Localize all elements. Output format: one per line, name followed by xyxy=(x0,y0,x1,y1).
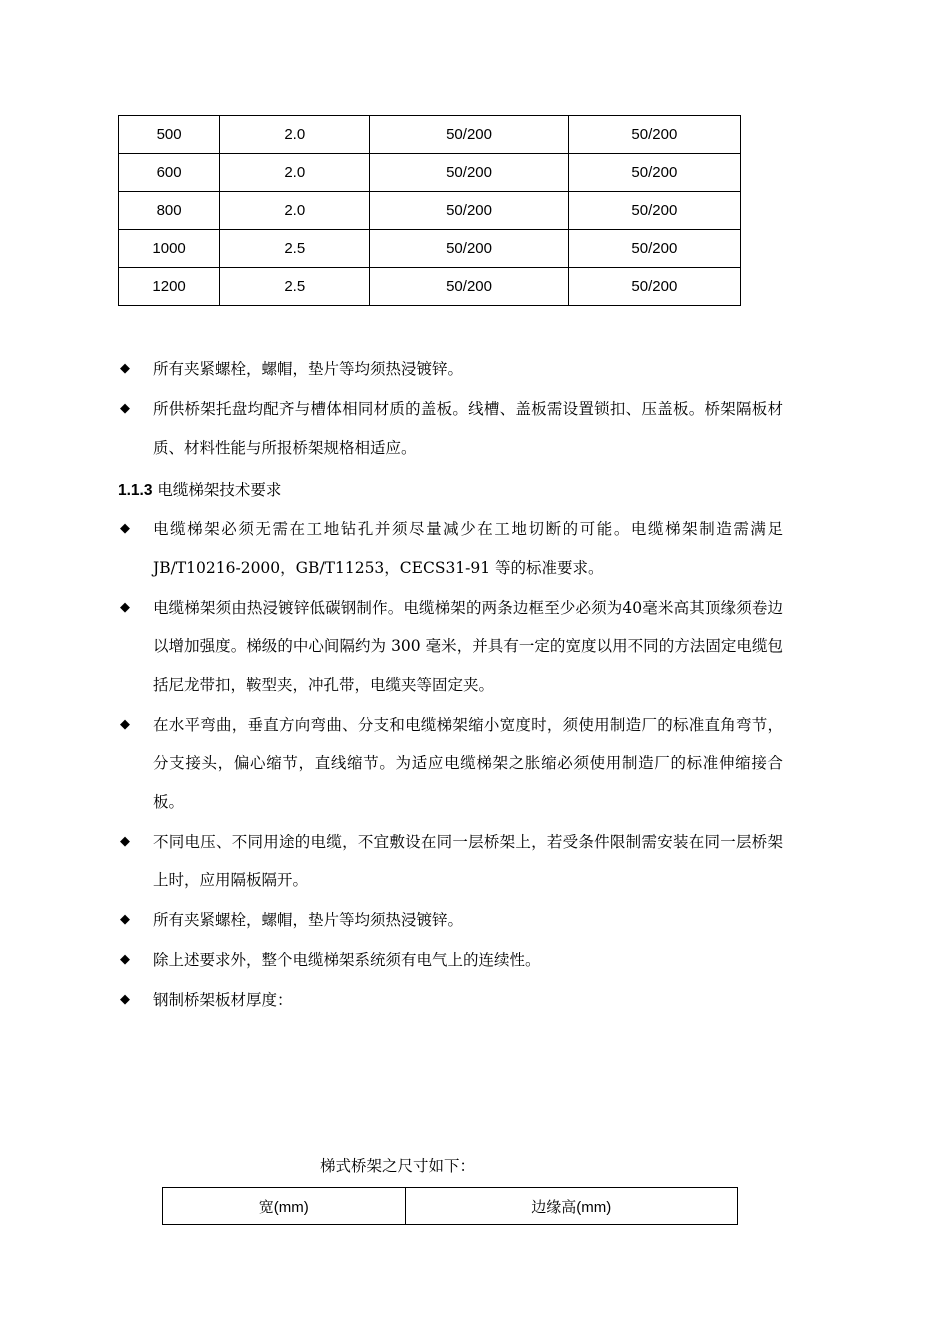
list-item xyxy=(118,350,783,389)
spec-table-body xyxy=(119,116,741,306)
list-item-text: 在水平弯曲，垂直方向弯曲、分支和电缆梯架缩小宽度时，须使用制造厂的标准直角弯节，分支接头，偏心缩节，直线缩节。为适应电缆梯架之胀缩必须使用制造厂的标准伸缩接合板。 xyxy=(153,715,783,811)
table-cell: 50/200 xyxy=(370,154,568,192)
list-item xyxy=(118,706,783,822)
section-number: 1.1.3 xyxy=(118,482,153,499)
table-cell: 600 xyxy=(119,154,220,192)
diamond-bullet-icon: ◆ xyxy=(120,521,130,536)
list-item-text: 所有夹紧螺栓，螺帽，垫片等均须热浸镀锌。 xyxy=(153,911,464,929)
section-heading xyxy=(118,478,281,503)
header-edge-height: 边缘高(mm) xyxy=(405,1188,737,1225)
bullet-list-clamps xyxy=(118,350,783,469)
diamond-bullet-icon: ◆ xyxy=(120,992,130,1007)
table-row xyxy=(119,154,741,192)
table-cell: 2.0 xyxy=(220,192,370,230)
diamond-bullet-icon: ◆ xyxy=(120,599,130,615)
bullet-list-ladder-requirements xyxy=(118,510,783,1021)
diamond-bullet-icon: ◆ xyxy=(120,952,130,967)
table-cell: 50/200 xyxy=(370,230,568,268)
table-cell: 50/200 xyxy=(568,154,740,192)
table-cell: 50/200 xyxy=(370,192,568,230)
table-cell: 800 xyxy=(119,192,220,230)
list-item xyxy=(118,941,783,980)
list-item-text: 不同电压、不同用途的电缆，不宜敷设在同一层桥架上，若受条件限制需安装在同一层桥架上时，应用隔板隔开。 xyxy=(153,832,783,889)
table-cell: 2.0 xyxy=(220,154,370,192)
table-cell: 1000 xyxy=(119,230,220,268)
table-cell: 50/200 xyxy=(370,268,568,306)
list-item-text: 所有夹紧螺栓，螺帽，垫片等均须热浸镀锌。 xyxy=(153,360,464,378)
section-title: 电缆梯架技术要求 xyxy=(157,481,282,499)
table-cell: 50/200 xyxy=(568,192,740,230)
list-item xyxy=(118,390,783,467)
ladder-table-caption: 梯式桥架之尺寸如下： xyxy=(320,1157,476,1175)
table-cell: 2.5 xyxy=(220,268,370,306)
diamond-bullet-icon: ◆ xyxy=(120,401,130,416)
diamond-bullet-icon: ◆ xyxy=(120,833,130,849)
header-width: 宽(mm) xyxy=(163,1188,406,1225)
list-item xyxy=(118,823,783,900)
diamond-bullet-icon: ◆ xyxy=(120,361,130,376)
table-row xyxy=(119,268,741,306)
list-item xyxy=(118,589,783,705)
table-cell: 50/200 xyxy=(568,230,740,268)
list-item-text: 所供桥架托盘均配齐与槽体相同材质的盖板。线槽、盖板需设置锁扣、压盖板。桥架隔板材质、材料性能与所报桥架规格相适应。 xyxy=(153,400,783,457)
table-cell: 50/200 xyxy=(568,116,740,154)
table-cell: 50/200 xyxy=(568,268,740,306)
table-row xyxy=(119,116,741,154)
table-cell: 1200 xyxy=(119,268,220,306)
diamond-bullet-icon: ◆ xyxy=(120,912,130,927)
list-item-text: 电缆梯架须由热浸镀锌低碳钢制作。电缆梯架的两条边框至少必须为40毫米高其顶缘须卷边以增加强度。梯级的中心间隔约为 300 毫米，并具有一定的宽度以用不同的方法固定电缆包括尼龙带扣，鞍型夹，冲孔带，电缆夹等固定夹。 xyxy=(153,598,783,694)
diamond-bullet-icon: ◆ xyxy=(120,716,130,732)
ladder-table-header-row xyxy=(163,1188,738,1225)
table-cell: 2.0 xyxy=(220,116,370,154)
list-item-text: 钢制桥架板材厚度： xyxy=(153,991,293,1009)
table-cell: 2.5 xyxy=(220,230,370,268)
table-cell: 500 xyxy=(119,116,220,154)
spec-table xyxy=(118,115,741,306)
list-item xyxy=(118,981,783,1020)
list-item-text: 除上述要求外，整个电缆梯架系统须有电气上的连续性。 xyxy=(153,951,541,969)
table-row xyxy=(119,192,741,230)
list-item xyxy=(118,901,783,940)
table-row xyxy=(119,230,741,268)
list-item xyxy=(118,510,783,587)
list-item-text: 电缆梯架必须无需在工地钻孔并须尽量减少在工地切断的可能。电缆梯架制造需满足JB/T10216-2000，GB/T11253，CECS31-91 等的标准要求。 xyxy=(153,520,783,577)
ladder-size-table xyxy=(162,1187,738,1225)
table-cell: 50/200 xyxy=(370,116,568,154)
